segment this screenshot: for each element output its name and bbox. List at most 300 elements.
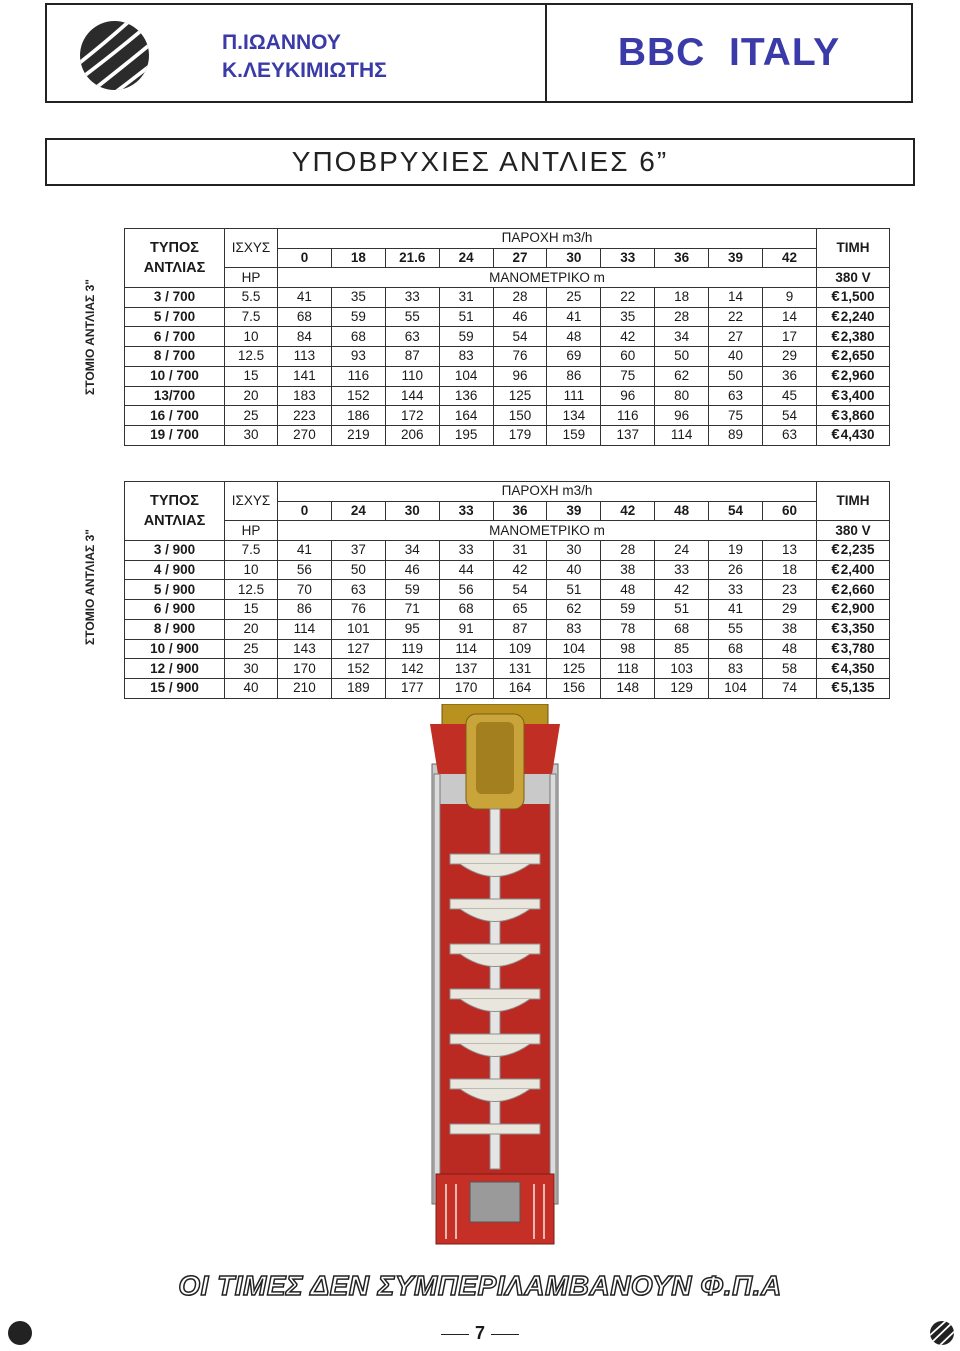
head-value: 33 <box>385 288 439 308</box>
head-value: 42 <box>601 327 655 347</box>
head-value: 137 <box>439 659 493 679</box>
head-value: 54 <box>763 406 817 426</box>
head-value: 37 <box>331 541 385 561</box>
striped-sphere-logo-icon <box>77 18 152 93</box>
price-cell <box>817 327 890 347</box>
page-header <box>45 3 913 103</box>
header-voltage: 380 V <box>817 268 890 288</box>
euro-sign: € <box>831 620 840 638</box>
head-value: 141 <box>278 366 332 386</box>
flow-value: 42 <box>601 501 655 521</box>
header-type: ΤΥΠΟΣ ΑΝΤΛΙΑΣ <box>125 482 225 541</box>
pump-hp: 7.5 <box>225 541 278 561</box>
euro-sign: € <box>831 367 840 385</box>
header-flow: ΠΑΡΟΧΗ m3/h <box>278 482 817 502</box>
header-hp: HP <box>225 268 278 288</box>
table-row <box>125 347 890 367</box>
flow-value: 0 <box>278 248 332 268</box>
pump-type: 8 / 900 <box>125 619 225 639</box>
head-value: 85 <box>655 639 709 659</box>
header-price: ΤΙΜΗ <box>817 229 890 268</box>
header-type: ΤΥΠΟΣ ΑΝΤΛΙΑΣ <box>125 229 225 288</box>
table-header-row <box>125 521 890 541</box>
price-value: 2,380 <box>840 328 875 344</box>
pump-hp: 15 <box>225 366 278 386</box>
head-value: 50 <box>331 560 385 580</box>
pump-type: 12 / 900 <box>125 659 225 679</box>
head-value: 36 <box>763 366 817 386</box>
head-value: 63 <box>763 425 817 445</box>
header-power: ΙΣΧΥΣ <box>225 229 278 268</box>
price-cell <box>817 406 890 426</box>
vat-note: ΟΙ ΤΙΜΕΣ ΔΕΝ ΣΥΜΠΕΡΙΛΑΜΒΑΝΟΥΝ Φ.Π.Α <box>178 1270 782 1301</box>
table-row <box>125 580 890 600</box>
head-value: 156 <box>547 678 601 698</box>
pump-hp: 30 <box>225 659 278 679</box>
head-value: 129 <box>655 678 709 698</box>
head-value: 143 <box>278 639 332 659</box>
table1-side-label: ΣΤΟΜΙΟ ΑΝΤΛΙΑΣ 3" <box>83 279 97 395</box>
head-value: 30 <box>547 541 601 561</box>
head-value: 46 <box>385 560 439 580</box>
header-head: ΜΑΝΟΜΕΤΡΙΚΟ m <box>278 268 817 288</box>
head-value: 42 <box>655 580 709 600</box>
euro-sign: € <box>831 347 840 365</box>
head-value: 18 <box>655 288 709 308</box>
head-value: 29 <box>763 347 817 367</box>
table-row <box>125 659 890 679</box>
pump-hp: 20 <box>225 619 278 639</box>
head-value: 189 <box>331 678 385 698</box>
head-value: 18 <box>763 560 817 580</box>
head-value: 164 <box>439 406 493 426</box>
head-value: 125 <box>493 386 547 406</box>
head-value: 76 <box>331 600 385 620</box>
head-value: 63 <box>709 386 763 406</box>
header-head: ΜΑΝΟΜΕΤΡΙΚΟ m <box>278 521 817 541</box>
price-cell <box>817 541 890 561</box>
head-value: 87 <box>385 347 439 367</box>
pump-type: 6 / 900 <box>125 600 225 620</box>
head-value: 59 <box>331 307 385 327</box>
pump-type: 10 / 900 <box>125 639 225 659</box>
head-value: 19 <box>709 541 763 561</box>
pump-type: 19 / 700 <box>125 425 225 445</box>
euro-sign: € <box>831 679 840 697</box>
head-value: 33 <box>709 580 763 600</box>
head-value: 25 <box>547 288 601 308</box>
euro-sign: € <box>831 561 840 579</box>
flow-value: 33 <box>601 248 655 268</box>
euro-sign: € <box>831 659 840 677</box>
pump-table <box>124 481 890 699</box>
head-value: 45 <box>763 386 817 406</box>
head-value: 96 <box>493 366 547 386</box>
head-value: 118 <box>601 659 655 679</box>
head-value: 114 <box>278 619 332 639</box>
price-value: 2,650 <box>840 348 875 364</box>
head-value: 14 <box>763 307 817 327</box>
table2-side-label: ΣΤΟΜΙΟ ΑΝΤΛΙΑΣ 3" <box>83 529 97 645</box>
pump-type: 5 / 700 <box>125 307 225 327</box>
page-title-box <box>45 138 915 186</box>
price-cell <box>817 560 890 580</box>
head-value: 71 <box>385 600 439 620</box>
head-value: 51 <box>655 600 709 620</box>
pump-hp: 25 <box>225 639 278 659</box>
flow-value: 60 <box>763 501 817 521</box>
dash-divider <box>491 1334 519 1336</box>
head-value: 127 <box>331 639 385 659</box>
head-value: 33 <box>655 560 709 580</box>
price-value: 2,660 <box>840 581 875 597</box>
head-value: 96 <box>601 386 655 406</box>
head-value: 41 <box>709 600 763 620</box>
head-value: 22 <box>601 288 655 308</box>
price-cell <box>817 307 890 327</box>
head-value: 28 <box>655 307 709 327</box>
pump-hp: 25 <box>225 406 278 426</box>
pump-type: 3 / 700 <box>125 288 225 308</box>
head-value: 93 <box>331 347 385 367</box>
head-value: 41 <box>278 288 332 308</box>
head-value: 34 <box>385 541 439 561</box>
price-cell <box>817 386 890 406</box>
head-value: 68 <box>331 327 385 347</box>
head-value: 50 <box>655 347 709 367</box>
page-number-row <box>0 1323 960 1344</box>
pump-table <box>124 228 890 446</box>
price-value: 4,350 <box>840 660 875 676</box>
head-value: 152 <box>331 659 385 679</box>
price-value: 2,240 <box>840 309 875 325</box>
header-power: ΙΣΧΥΣ <box>225 482 278 521</box>
head-value: 58 <box>763 659 817 679</box>
head-value: 219 <box>331 425 385 445</box>
header-flow: ΠΑΡΟΧΗ m3/h <box>278 229 817 249</box>
head-value: 116 <box>331 366 385 386</box>
flow-value: 18 <box>331 248 385 268</box>
head-value: 29 <box>763 600 817 620</box>
table-row <box>125 560 890 580</box>
head-value: 63 <box>331 580 385 600</box>
head-value: 63 <box>385 327 439 347</box>
head-value: 113 <box>278 347 332 367</box>
header-voltage: 380 V <box>817 521 890 541</box>
head-value: 170 <box>439 678 493 698</box>
euro-sign: € <box>831 406 840 424</box>
head-value: 55 <box>385 307 439 327</box>
head-value: 48 <box>763 639 817 659</box>
head-value: 40 <box>709 347 763 367</box>
head-value: 70 <box>278 580 332 600</box>
head-value: 54 <box>493 327 547 347</box>
table-row <box>125 307 890 327</box>
flow-value: 36 <box>493 501 547 521</box>
head-value: 131 <box>493 659 547 679</box>
head-value: 186 <box>331 406 385 426</box>
head-value: 59 <box>439 327 493 347</box>
pump-hp: 7.5 <box>225 307 278 327</box>
flow-value: 30 <box>547 248 601 268</box>
pump-hp: 10 <box>225 560 278 580</box>
head-value: 68 <box>278 307 332 327</box>
head-value: 24 <box>655 541 709 561</box>
price-value: 2,235 <box>840 542 875 558</box>
head-value: 51 <box>439 307 493 327</box>
header-price: ΤΙΜΗ <box>817 482 890 521</box>
flow-value: 33 <box>439 501 493 521</box>
head-value: 28 <box>493 288 547 308</box>
head-value: 223 <box>278 406 332 426</box>
head-value: 31 <box>493 541 547 561</box>
euro-sign: € <box>831 308 840 326</box>
euro-sign: € <box>831 426 840 444</box>
head-value: 46 <box>493 307 547 327</box>
table-row <box>125 327 890 347</box>
euro-sign: € <box>831 600 840 618</box>
pump-type: 4 / 900 <box>125 560 225 580</box>
head-value: 101 <box>331 619 385 639</box>
head-value: 206 <box>385 425 439 445</box>
price-value: 5,135 <box>840 680 875 696</box>
price-value: 3,350 <box>840 621 875 637</box>
head-value: 152 <box>331 386 385 406</box>
euro-sign: € <box>831 541 840 559</box>
head-value: 110 <box>385 366 439 386</box>
price-value: 1,500 <box>840 289 875 305</box>
flow-value: 21.6 <box>385 248 439 268</box>
pump-hp: 30 <box>225 425 278 445</box>
price-cell <box>817 580 890 600</box>
head-value: 68 <box>439 600 493 620</box>
header-hp: HP <box>225 521 278 541</box>
head-value: 26 <box>709 560 763 580</box>
head-value: 195 <box>439 425 493 445</box>
price-cell <box>817 347 890 367</box>
head-value: 69 <box>547 347 601 367</box>
head-value: 104 <box>547 639 601 659</box>
head-value: 41 <box>278 541 332 561</box>
company-line-1: Π.ΙΩΑΝΝΟΥ <box>222 31 341 54</box>
head-value: 62 <box>547 600 601 620</box>
head-value: 33 <box>439 541 493 561</box>
pump-type: 8 / 700 <box>125 347 225 367</box>
brand-name: BBC ITALY <box>617 31 841 74</box>
head-value: 68 <box>655 619 709 639</box>
head-value: 96 <box>655 406 709 426</box>
head-value: 50 <box>709 366 763 386</box>
table-row <box>125 619 890 639</box>
head-value: 80 <box>655 386 709 406</box>
pump-hp: 10 <box>225 327 278 347</box>
head-value: 114 <box>655 425 709 445</box>
head-value: 48 <box>547 327 601 347</box>
euro-sign: € <box>831 288 840 306</box>
table-row <box>125 288 890 308</box>
head-value: 40 <box>547 560 601 580</box>
head-value: 159 <box>547 425 601 445</box>
flow-value: 24 <box>331 501 385 521</box>
head-value: 164 <box>493 678 547 698</box>
pump-hp: 40 <box>225 678 278 698</box>
flow-value: 39 <box>547 501 601 521</box>
price-cell <box>817 288 890 308</box>
head-value: 83 <box>439 347 493 367</box>
head-value: 119 <box>385 639 439 659</box>
head-value: 177 <box>385 678 439 698</box>
head-value: 104 <box>709 678 763 698</box>
head-value: 137 <box>601 425 655 445</box>
pump-table-700 <box>124 228 890 446</box>
head-value: 84 <box>278 327 332 347</box>
euro-sign: € <box>831 580 840 598</box>
head-value: 270 <box>278 425 332 445</box>
head-value: 51 <box>547 580 601 600</box>
head-value: 59 <box>601 600 655 620</box>
head-value: 83 <box>547 619 601 639</box>
head-value: 22 <box>709 307 763 327</box>
head-value: 23 <box>763 580 817 600</box>
head-value: 9 <box>763 288 817 308</box>
head-value: 142 <box>385 659 439 679</box>
table-header-row <box>125 482 890 502</box>
head-value: 14 <box>709 288 763 308</box>
company-line-2: Κ.ΛΕΥΚΙΜΙΩΤΗΣ <box>222 59 387 82</box>
table-header-row <box>125 229 890 249</box>
head-value: 134 <box>547 406 601 426</box>
head-value: 68 <box>709 639 763 659</box>
price-value: 3,780 <box>840 640 875 656</box>
head-value: 76 <box>493 347 547 367</box>
flow-value: 30 <box>385 501 439 521</box>
price-cell <box>817 600 890 620</box>
head-value: 144 <box>385 386 439 406</box>
page-title: ΥΠΟΒΡΥΧΙΕΣ ΑΝΤΛΙΕΣ 6” <box>291 146 669 177</box>
head-value: 148 <box>601 678 655 698</box>
price-value: 3,860 <box>840 407 875 423</box>
head-value: 172 <box>385 406 439 426</box>
head-value: 78 <box>601 619 655 639</box>
price-cell <box>817 425 890 445</box>
table-header-row <box>125 268 890 288</box>
price-cell <box>817 639 890 659</box>
head-value: 170 <box>278 659 332 679</box>
submersible-pump-cutaway-icon <box>422 704 568 1251</box>
head-value: 98 <box>601 639 655 659</box>
head-value: 27 <box>709 327 763 347</box>
head-value: 111 <box>547 386 601 406</box>
head-value: 56 <box>439 580 493 600</box>
price-value: 2,960 <box>840 368 875 384</box>
head-value: 41 <box>547 307 601 327</box>
head-value: 86 <box>547 366 601 386</box>
head-value: 38 <box>601 560 655 580</box>
head-value: 210 <box>278 678 332 698</box>
table-row <box>125 541 890 561</box>
head-value: 109 <box>493 639 547 659</box>
table-row <box>125 600 890 620</box>
price-cell <box>817 619 890 639</box>
corner-logo-mark-icon <box>928 1319 956 1347</box>
pump-type: 15 / 900 <box>125 678 225 698</box>
head-value: 103 <box>655 659 709 679</box>
corner-logo-mark-icon <box>6 1319 34 1347</box>
head-value: 42 <box>493 560 547 580</box>
brand-box <box>547 5 911 101</box>
pump-type: 13/700 <box>125 386 225 406</box>
head-value: 35 <box>601 307 655 327</box>
head-value: 125 <box>547 659 601 679</box>
head-value: 48 <box>601 580 655 600</box>
flow-value: 0 <box>278 501 332 521</box>
price-value: 2,400 <box>840 562 875 578</box>
dash-divider <box>441 1334 469 1336</box>
flow-value: 48 <box>655 501 709 521</box>
table-row <box>125 678 890 698</box>
flow-value: 42 <box>763 248 817 268</box>
head-value: 59 <box>385 580 439 600</box>
euro-sign: € <box>831 386 840 404</box>
price-value: 4,430 <box>840 427 875 443</box>
price-value: 3,400 <box>840 387 875 403</box>
table-row <box>125 386 890 406</box>
head-value: 74 <box>763 678 817 698</box>
head-value: 83 <box>709 659 763 679</box>
pump-type: 10 / 700 <box>125 366 225 386</box>
pump-hp: 12.5 <box>225 347 278 367</box>
head-value: 75 <box>601 366 655 386</box>
head-value: 31 <box>439 288 493 308</box>
euro-sign: € <box>831 639 840 657</box>
head-value: 35 <box>331 288 385 308</box>
price-cell <box>817 659 890 679</box>
head-value: 86 <box>278 600 332 620</box>
pump-type: 3 / 900 <box>125 541 225 561</box>
pump-hp: 20 <box>225 386 278 406</box>
pump-type: 16 / 700 <box>125 406 225 426</box>
pump-hp: 12.5 <box>225 580 278 600</box>
head-value: 91 <box>439 619 493 639</box>
table-row <box>125 639 890 659</box>
head-value: 13 <box>763 541 817 561</box>
head-value: 65 <box>493 600 547 620</box>
flow-value: 54 <box>709 501 763 521</box>
pump-hp: 15 <box>225 600 278 620</box>
head-value: 150 <box>493 406 547 426</box>
company-box <box>47 5 547 101</box>
euro-sign: € <box>831 327 840 345</box>
head-value: 95 <box>385 619 439 639</box>
pump-type: 5 / 900 <box>125 580 225 600</box>
head-value: 62 <box>655 366 709 386</box>
head-value: 75 <box>709 406 763 426</box>
table-row <box>125 406 890 426</box>
head-value: 55 <box>709 619 763 639</box>
company-names <box>222 29 387 85</box>
head-value: 38 <box>763 619 817 639</box>
head-value: 136 <box>439 386 493 406</box>
head-value: 114 <box>439 639 493 659</box>
flow-value: 27 <box>493 248 547 268</box>
head-value: 44 <box>439 560 493 580</box>
page-number: 7 <box>474 1323 485 1343</box>
table-row <box>125 425 890 445</box>
pump-hp: 5.5 <box>225 288 278 308</box>
head-value: 89 <box>709 425 763 445</box>
price-value: 2,900 <box>840 601 875 617</box>
table-row <box>125 366 890 386</box>
